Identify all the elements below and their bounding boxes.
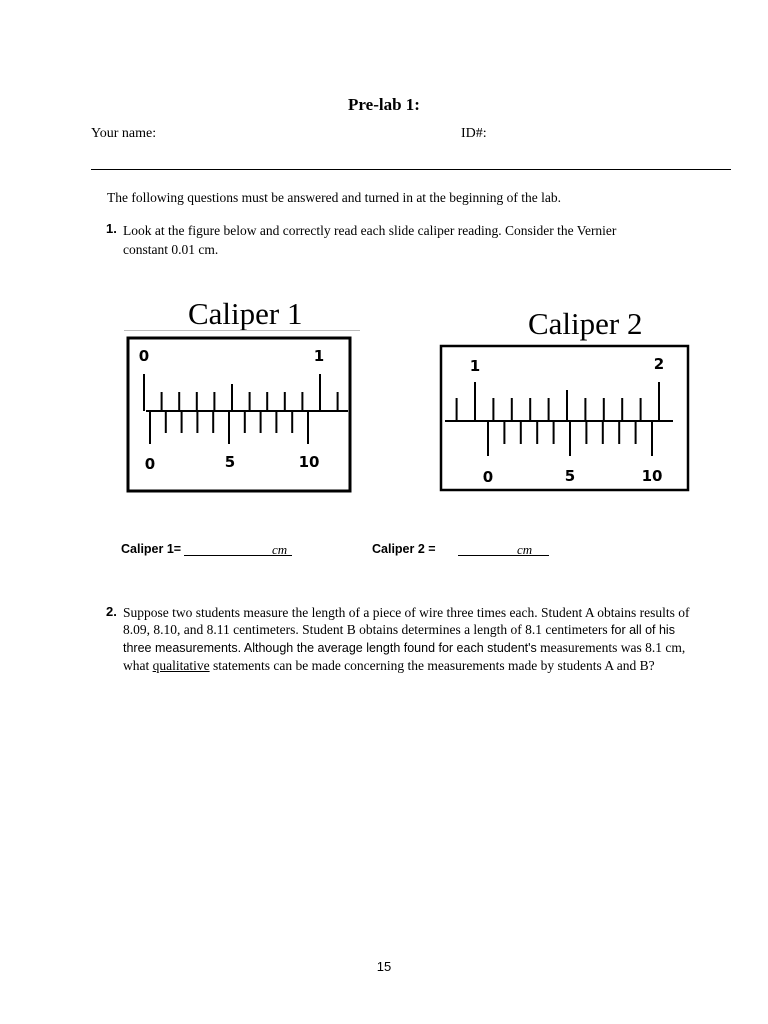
question-2-text bbox=[123, 604, 693, 674]
header-divider bbox=[91, 169, 731, 170]
page-title: Pre-lab 1: bbox=[348, 95, 420, 114]
question-2-text-part1: Suppose two students measure the length of a piece of wire three times each. Student A obtains results of 8.09, 8.10, and 8.11 centimeters. Student B obtains determines a length of 8.1 centimeters bbox=[123, 605, 690, 637]
question-2-text-part4: statements can be made concerning the measurements made by students A and B? bbox=[212, 658, 655, 673]
caliper-1-vernier-label-10: 10 bbox=[298, 453, 320, 471]
caliper-1-main-label-1: 1 bbox=[313, 347, 325, 365]
caliper-2-answer-label: Caliper 2 = bbox=[372, 542, 436, 556]
caliper-1-answer-label: Caliper 1= bbox=[121, 542, 182, 556]
caliper-2-answer-unit: cm bbox=[517, 542, 533, 557]
caliper-1-title-rule bbox=[124, 330, 360, 331]
id-label: ID#: bbox=[461, 126, 487, 141]
question-2-number: 2. bbox=[106, 604, 117, 619]
caliper-2-title: Caliper 2 bbox=[528, 306, 643, 341]
caliper-2-vernier-label-10: 10 bbox=[641, 467, 663, 485]
caliper-2-vernier-label-5: 5 bbox=[564, 467, 576, 485]
caliper-1-answer-unit: cm bbox=[272, 542, 288, 557]
question-2-qualitative: qualitative bbox=[152, 658, 210, 673]
question-1-number: 1. bbox=[106, 221, 117, 236]
caliper-1-figure bbox=[126, 336, 354, 494]
question-1-text: Look at the figure below and correctly read each slide caliper reading. Consider the Vernier constant 0.01 cm. bbox=[123, 223, 617, 257]
caliper-1-vernier-label-5: 5 bbox=[224, 453, 236, 471]
page-number: 15 bbox=[376, 959, 392, 974]
caliper-2-answer-blank[interactable] bbox=[458, 543, 549, 556]
caliper-2-main-label-1: 1 bbox=[469, 357, 481, 375]
name-label: Your name: bbox=[91, 126, 157, 141]
caliper-1-vernier-label-0: 0 bbox=[144, 455, 156, 473]
intro-text: The following questions must be answered and turned in at the beginning of the lab. bbox=[107, 190, 562, 205]
question-2-text-part3: measurements was 8.1 cm, what bbox=[123, 640, 686, 673]
caliper-2-vernier-label-0: 0 bbox=[482, 468, 494, 486]
caliper-2-main-label-2: 2 bbox=[653, 355, 665, 373]
question-2-text-part2: for all of his three measurements. Although the average length found for each student's bbox=[123, 623, 675, 655]
caliper-1-main-label-0: 0 bbox=[138, 347, 150, 365]
caliper-1-title: Caliper 1 bbox=[188, 296, 303, 331]
caliper-2-figure bbox=[439, 344, 691, 492]
